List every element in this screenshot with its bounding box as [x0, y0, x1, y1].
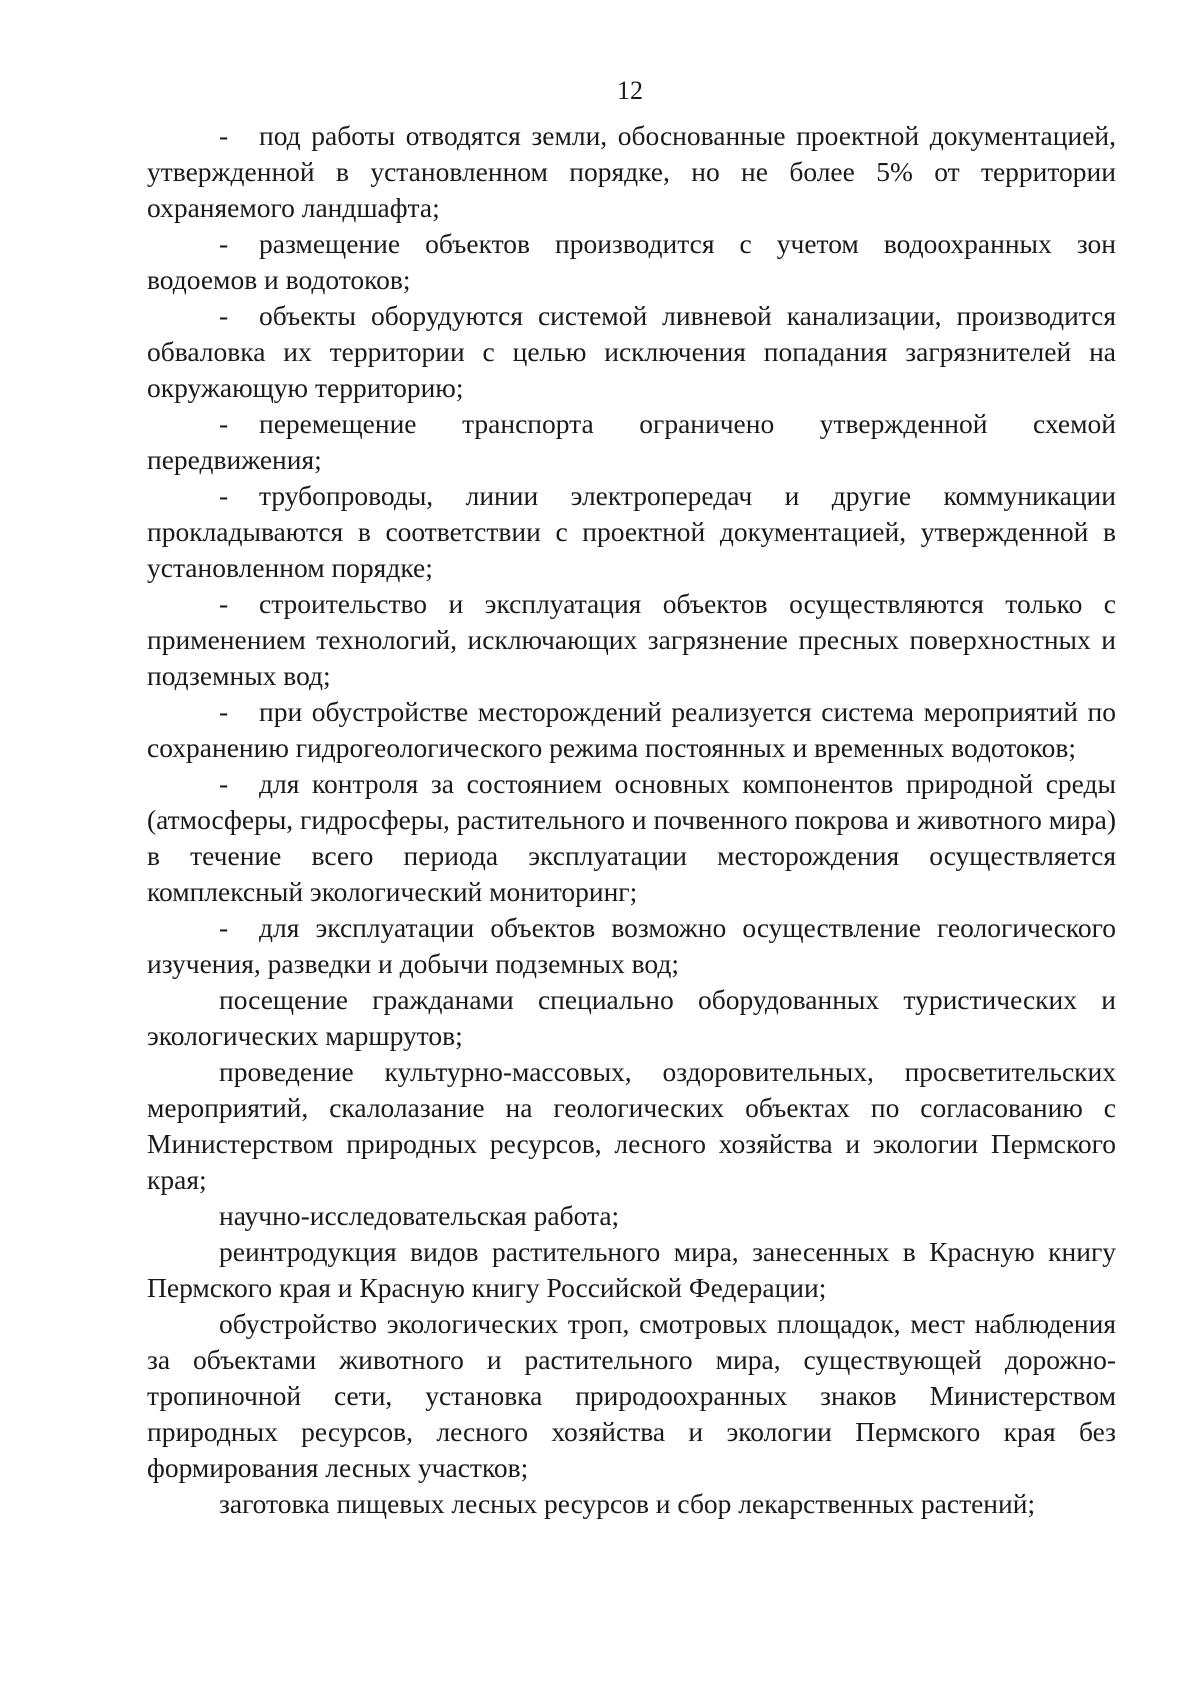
paragraph-14: обустройство экологических троп, смотровых площадок, мест наблюдения за объектами животного и растительного мира, существующей дорожно-тропиночной сети, установка природоохранных знаков Министерством природных ресурсов, лесного хозяйства и экологии Пермского края без формирования лесных участков; [147, 1308, 1116, 1483]
paragraph-12: научно-исследовательская работа; [219, 1200, 620, 1231]
paragraph-text: при обустройстве месторождений реализуется система мероприятий по сохранению гидрогеологического режима постоянных и временных водотоков; [147, 696, 1116, 763]
paragraph-text: строительство и эксплуатация объектов осуществляются только с применением технологий, исключающих загрязнение пресных поверхностных и подземных вод; [147, 588, 1116, 691]
bullet-dash: - [219, 480, 229, 511]
paragraph-3 [147, 298, 1116, 406]
paragraph-13: реинтродукция видов растительного мира, занесенных в Красную книгу Пермского края и Красную книгу Российской Федерации; [147, 1236, 1116, 1303]
bullet-dash: - [219, 408, 229, 439]
bullet-dash: - [219, 912, 229, 943]
paragraph-8 [147, 766, 1116, 910]
bullet-dash: - [219, 768, 229, 799]
paragraph-text: для контроля за состоянием основных компонентов природной среды (атмосферы, гидросферы, растительного и почвенного покрова и животного мира) в течение всего периода эксплуатации месторождения осуществляется комплексный экологический мониторинг; [147, 768, 1116, 907]
paragraph-text: под работы отводятся земли, обоснованные проектной документацией, утвержденной в установленном порядке, но не более 5% от территории охраняемого ландшафта; [147, 120, 1116, 223]
paragraph-6 [147, 586, 1116, 694]
bullet-dash: - [219, 696, 229, 727]
paragraph-7 [147, 694, 1116, 766]
body-text [147, 118, 1116, 1522]
paragraph-4 [147, 406, 1116, 478]
bullet-dash: - [219, 300, 229, 331]
paragraph-text: размещение объектов производится с учетом водоохранных зон водоемов и водотоков; [147, 228, 1116, 295]
paragraph-10: посещение гражданами специально оборудованных туристических и экологических маршрутов; [147, 984, 1116, 1051]
paragraph-15: заготовка пищевых лесных ресурсов и сбор лекарственных растений; [219, 1488, 1036, 1519]
paragraph-11: проведение культурно-массовых, оздоровительных, просветительских мероприятий, скалолазание на геологических объектах по согласованию с Министерством природных ресурсов, лесного хозяйства и экологии Пермского края; [147, 1056, 1116, 1195]
paragraph-9 [147, 910, 1116, 982]
paragraph-text: для эксплуатации объектов возможно осуществление геологического изучения, разведки и добычи подземных вод; [147, 912, 1116, 979]
bullet-dash: - [219, 228, 229, 259]
paragraph-text: перемещение транспорта ограничено утвержденной схемой передвижения; [147, 408, 1116, 475]
paragraph-1 [147, 118, 1116, 226]
bullet-dash: - [219, 588, 229, 619]
paragraph-text: объекты оборудуются системой ливневой канализации, производится обваловка их территории с целью исключения попадания загрязнителей на окружающую территорию; [147, 300, 1116, 403]
page-number: 12 [617, 76, 643, 105]
bullet-dash: - [219, 120, 229, 151]
paragraph-text: трубопроводы, линии электропередач и другие коммуникации прокладываются в соответствии с проектной документацией, утвержденной в установленном порядке; [147, 480, 1116, 583]
paragraph-5 [147, 478, 1116, 586]
paragraph-2 [147, 226, 1116, 298]
